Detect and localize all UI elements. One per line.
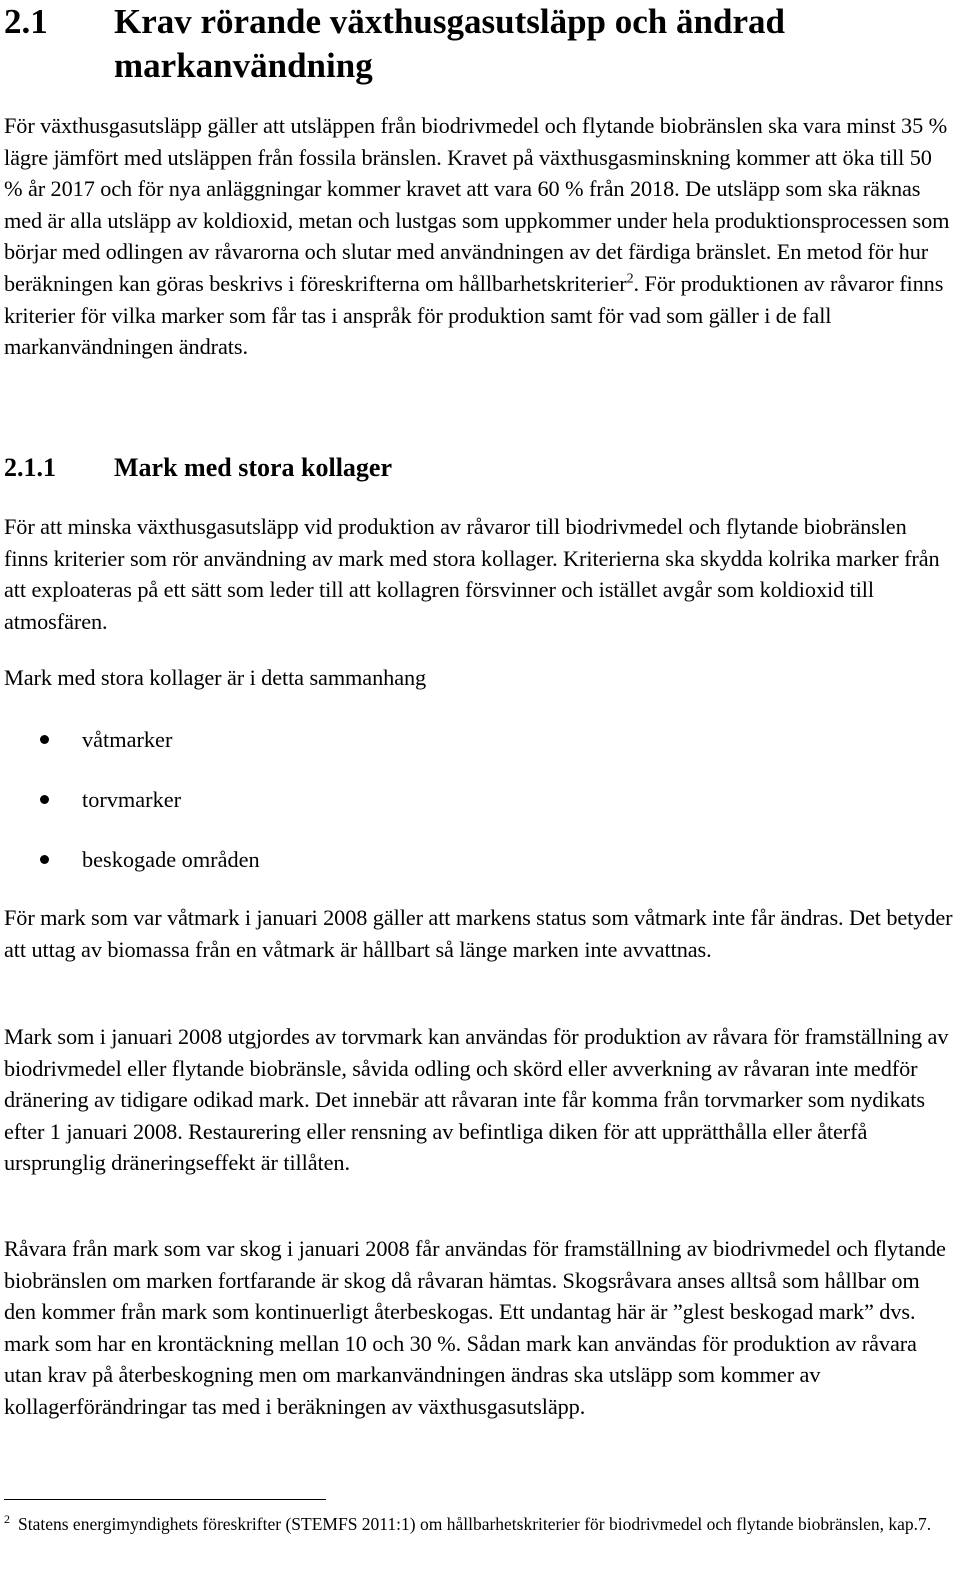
list-item-label: våtmarker — [82, 727, 173, 752]
subsection-heading — [4, 450, 954, 486]
section-number: 2.1 — [4, 2, 48, 41]
paragraph-forest: Råvara från mark som var skog i januari 2008 får användas för framställning av biodrivmedel och flytande biobränslen om marken fortfarande är skog då råvaran hämtas. Skogsråvara anses alltså som hållbar om den kommer från mark som kontinuerligt återbeskogas. Ett undantag här är ”glest beskogad mark” dvs. mark som har en krontäckning mellan 10 och 30 %. Sådan mark kan användas för produktion av råvara utan krav på återbeskogning men om markanvändningen ändras ska utsläpp som kommer av kollagerförändringar tas med i beräkningen av växthusgasutsläpp. — [4, 1236, 946, 1419]
bullet-icon — [40, 795, 49, 804]
footnote-number: 2 — [4, 1512, 10, 1527]
footnote-reference[interactable]: 2 — [626, 271, 634, 287]
list-item-label: torvmarker — [82, 787, 182, 812]
footnote — [4, 1512, 954, 1537]
footnote-text: Statens energimyndighets föreskrifter (STEMFS 2011:1) om hållbarhetskriterier för biodrivmedel och flytande biobränslen, kap.7. — [18, 1514, 932, 1534]
subsection-number: 2.1.1 — [4, 453, 56, 482]
bullet-icon — [40, 855, 49, 864]
list-item — [0, 842, 960, 902]
paragraph-wetland: För mark som var våtmark i januari 2008 gäller att markens status som våtmark inte får ändras. Det betyder att uttag av biomassa från en våtmark är hållbart så länge marken inte avvattnas. — [4, 905, 953, 962]
intro-paragraph — [4, 110, 954, 363]
list-item — [0, 722, 960, 782]
bullet-icon — [40, 735, 49, 744]
section-title: Krav rörande växthusgasutsläpp och ändrad markanvändning — [114, 2, 785, 85]
paragraph-list-intro: Mark med stora kollager är i detta sammanhang — [4, 665, 427, 690]
intro-text: För växthusgasutsläpp gäller att utsläppen från biodrivmedel och flytande biobränslen ska vara minst 35 % lägre jämfört med utsläppen från fossila bränslen. Kravet på växthusgasminskning kommer att öka till 50 % år 2017 och för nya anläggningar kommer kravet att vara 60 % från 2018. De utsläpp som ska räknas med är alla utsläpp av koldioxid, metan och lustgas som uppkommer under hela produktionsprocessen som börjar med odlingen av råvarorna och slutar med användningen av det färdiga bränslet. En metod för hur beräkningen kan göras beskrivs i föreskrifterna om hållbarhetskriterier — [4, 113, 950, 296]
paragraph-carbon-stock-criteria: För att minska växthusgasutsläpp vid produktion av råvaror till biodrivmedel och flytande biobränslen finns kriterier som rör användning av mark med stora kollager. Kriterierna ska skydda kolrika marker från att exploateras på ett sätt som leder till att kollagren försvinner och istället avgår som koldioxid till atmosfären. — [4, 514, 940, 634]
section-heading — [4, 0, 954, 88]
list-item — [0, 782, 960, 842]
paragraph-peatland: Mark som i januari 2008 utgjordes av torvmark kan användas för produktion av råvara för framställning av biodrivmedel eller flytande biobränsle, såvida odling och skörd eller avverkning av råvaran inte medför dränering av tidigare odikad mark. Det innebär att råvaran inte får komma från torvmarker som nydikats efter 1 januari 2008. Restaurering eller rensning av befintliga diken för att upprätthålla eller återfå ursprunglig dräneringseffekt är tillåten. — [4, 1024, 949, 1176]
intro-text-continued: . För produktionen av råvaror finns kriterier för vilka marker som får tas i anspråk för produktion samt för vad som gäller i de fall markanvändningen ändrats. — [4, 270, 944, 360]
land-type-list — [0, 722, 960, 902]
list-item-label: beskogade områden — [82, 847, 260, 872]
subsection-title: Mark med stora kollager — [114, 453, 393, 482]
footnote-separator — [4, 1499, 326, 1500]
